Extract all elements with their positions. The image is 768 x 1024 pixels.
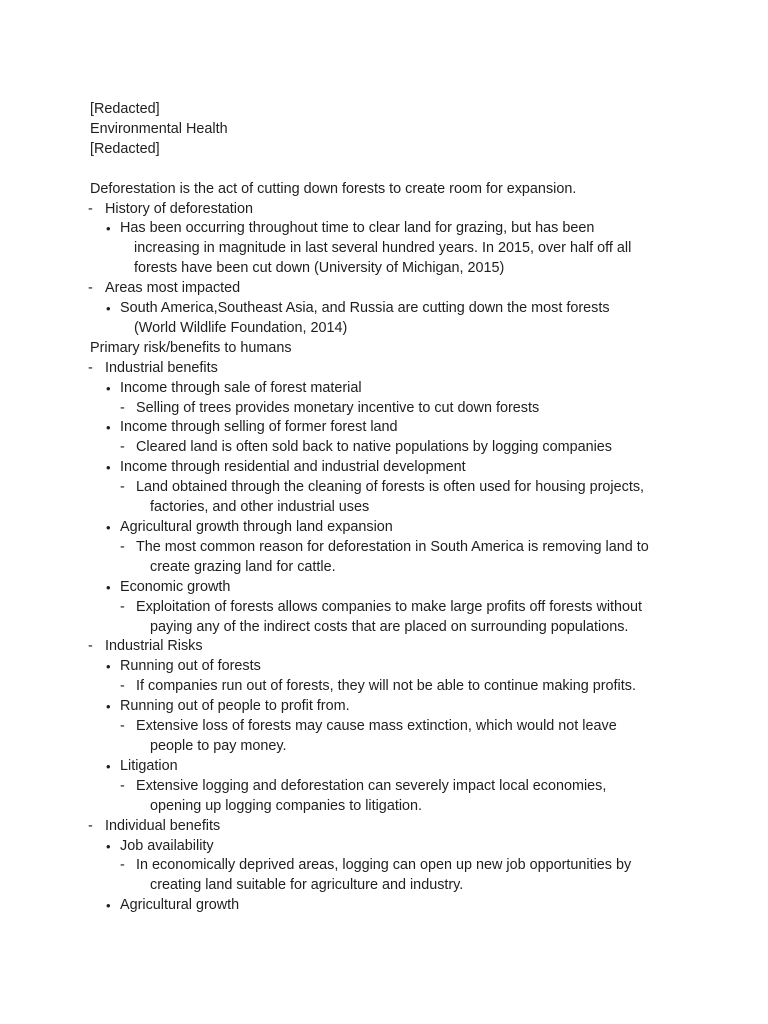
bullet-marker: •: [106, 420, 111, 436]
bullet-marker: •: [106, 659, 111, 675]
list-item-industrial-benefits: [90, 359, 690, 379]
sub-list-item: [90, 478, 690, 518]
dash-marker: -: [120, 538, 125, 555]
text-line: forests have been cut down (University of Michigan, 2015): [134, 260, 505, 277]
list-item-individual-benefits: [90, 817, 690, 837]
bullet-marker: •: [106, 380, 111, 396]
sub-list-item: [90, 399, 690, 419]
list-item: [90, 518, 690, 538]
text-line: Extensive loss of forests may cause mass extinction, which would not leave: [136, 718, 617, 735]
list-item-areas: [90, 279, 690, 299]
text-line: people to pay money.: [150, 737, 287, 754]
list-item-label: Running out of people to profit from.: [120, 698, 350, 715]
list-item-label: Income through sale of forest material: [120, 379, 362, 396]
list-item-history: [90, 200, 690, 220]
author-name: [Redacted]: [90, 101, 160, 117]
list-item-label: Economic growth: [120, 578, 231, 595]
list-item: [90, 379, 690, 399]
list-item-history-detail: [90, 219, 690, 279]
text-line: If companies run out of forests, they will not be able to continue making profits.: [136, 678, 636, 695]
sub-list-item: [90, 538, 690, 578]
list-item: [90, 896, 690, 916]
list-item-label: Income through residential and industrial development: [120, 459, 466, 476]
list-item-label: Agricultural growth through land expansion: [120, 519, 393, 536]
list-item-label: Industrial Risks: [105, 638, 203, 655]
bullet-marker: •: [106, 579, 111, 595]
text-line: create grazing land for cattle.: [150, 558, 336, 575]
list-item-label: Running out of forests: [120, 658, 261, 675]
dash-marker: -: [120, 678, 125, 695]
industrial-risks-list: [90, 657, 690, 816]
date-line: [Redacted]: [90, 140, 160, 157]
course-name: Environmental Health: [90, 120, 228, 137]
list-item-label: History of deforestation: [105, 200, 253, 217]
sub-list-item: [90, 777, 690, 817]
bullet-marker: •: [106, 898, 111, 914]
text-line: increasing in magnitude in last several hundred years. In 2015, over half off all: [134, 240, 632, 257]
list-item-label: Income through selling of former forest land: [120, 419, 398, 436]
dash-marker: -: [120, 399, 125, 416]
intro-paragraph: Deforestation is the act of cutting down forests to create room for expansion.: [90, 180, 577, 197]
spacer: [90, 160, 690, 180]
list-item-label: Agricultural growth: [120, 897, 240, 914]
list-item: [90, 458, 690, 478]
dash-marker: -: [120, 598, 125, 615]
dash-marker: -: [88, 359, 93, 376]
bullet-marker: •: [106, 460, 111, 476]
text-line: Extensive logging and deforestation can severely impact local economies,: [136, 777, 607, 794]
text-line: Has been occurring throughout time to clear land for grazing, but has been: [120, 220, 595, 237]
list-item-label: Job availability: [120, 837, 214, 854]
individual-benefits-list: [90, 837, 690, 917]
list-item-label: Individual benefits: [105, 817, 221, 834]
bullet-marker: •: [106, 301, 111, 317]
dash-marker: -: [120, 857, 125, 874]
text-line: factories, and other industrial uses: [150, 499, 370, 516]
list-item-label: Industrial benefits: [105, 359, 218, 376]
sub-list-item: [90, 717, 690, 757]
bullet-marker: •: [106, 699, 111, 715]
text-line: opening up logging companies to litigation.: [150, 797, 423, 814]
dash-marker: -: [88, 200, 93, 217]
text-line: Cleared land is often sold back to native populations by logging companies: [136, 439, 612, 456]
list-item-label: Areas most impacted: [105, 280, 241, 297]
list-item: [90, 657, 690, 677]
bullet-marker: •: [106, 221, 111, 237]
dash-marker: -: [88, 638, 93, 655]
dash-marker: -: [120, 777, 125, 794]
text-line: Land obtained through the cleaning of forests is often used for housing projects,: [136, 479, 645, 496]
bullet-marker: •: [106, 758, 111, 774]
text-line: In economically deprived areas, logging can open up new job opportunities by: [136, 857, 632, 874]
text-line: (World Wildlife Foundation, 2014): [134, 319, 348, 336]
industrial-benefits-list: [90, 379, 690, 638]
document-page: [90, 100, 690, 916]
list-item: [90, 418, 690, 438]
dash-marker: -: [88, 280, 93, 297]
sub-list-item: [90, 856, 690, 896]
list-item: [90, 578, 690, 598]
sub-list-item: [90, 438, 690, 458]
bullet-marker: •: [106, 838, 111, 854]
text-line: The most common reason for deforestation in South America is removing land to: [136, 538, 649, 555]
list-item: [90, 837, 690, 857]
list-item-label: Litigation: [120, 757, 178, 774]
text-line: paying any of the indirect costs that are placed on surrounding populations.: [150, 618, 629, 635]
dash-marker: -: [120, 718, 125, 735]
sub-list-item: [90, 677, 690, 697]
list-item: [90, 697, 690, 717]
list-item-industrial-risks: [90, 637, 690, 657]
list-item: [90, 757, 690, 777]
text-line: Selling of trees provides monetary incentive to cut down forests: [136, 399, 540, 416]
sub-list-item: [90, 598, 690, 638]
text-line: South America,Southeast Asia, and Russia are cutting down the most forests: [120, 300, 610, 317]
bullet-marker: •: [106, 520, 111, 536]
dash-marker: -: [88, 817, 93, 834]
dash-marker: -: [120, 439, 125, 456]
list-item-areas-detail: [90, 299, 690, 339]
text-line: creating land suitable for agriculture and industry.: [150, 877, 464, 894]
section-heading: Primary risk/benefits to humans: [90, 339, 292, 356]
dash-marker: -: [120, 479, 125, 496]
text-line: Exploitation of forests allows companies to make large profits off forests without: [136, 598, 643, 615]
